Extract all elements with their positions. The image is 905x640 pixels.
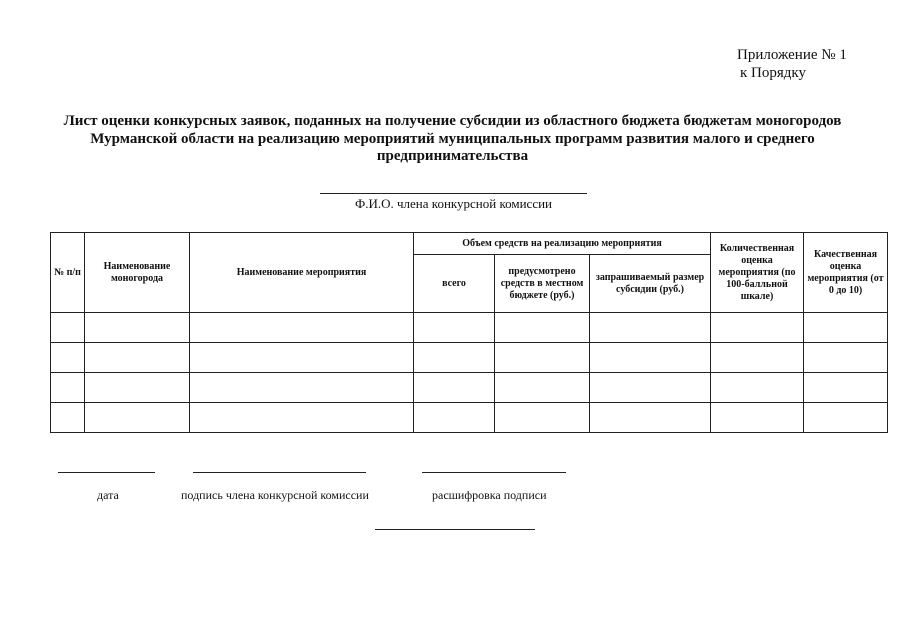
document-title: Лист оценки конкурсных заявок, поданных на получение субсидии из областного бюджета бюджетам моногородов Мурманской области на реализацию мероприятий муниципальных программ развития малого и среднего предпринимательства <box>63 113 842 164</box>
header-event: Наименование мероприятия <box>190 233 414 313</box>
date-line <box>58 472 155 473</box>
date-caption: дата <box>97 488 119 502</box>
header-local-budget: предусмотрено средств в местном бюджете (руб.) <box>495 255 590 313</box>
table-cell[interactable] <box>804 343 888 373</box>
table-cell[interactable] <box>190 313 414 343</box>
table-cell[interactable] <box>590 343 711 373</box>
table-cell[interactable] <box>414 403 495 433</box>
table-cell[interactable] <box>804 373 888 403</box>
table-cell[interactable] <box>51 373 85 403</box>
header-total: всего <box>414 255 495 313</box>
table-cell[interactable] <box>711 403 804 433</box>
table-cell[interactable] <box>414 343 495 373</box>
table-cell[interactable] <box>85 403 190 433</box>
table-cell[interactable] <box>590 313 711 343</box>
evaluation-table <box>50 232 888 433</box>
table-cell[interactable] <box>495 373 590 403</box>
signature-decoding-line <box>422 472 566 473</box>
appendix-number: Приложение № 1 <box>737 47 847 63</box>
header-town: Наименование моногорода <box>85 233 190 313</box>
commission-member-name-line <box>320 193 587 194</box>
header-qualitative: Качественная оценка мероприятия (от 0 до 10) <box>804 233 888 313</box>
table-cell[interactable] <box>711 313 804 343</box>
table-header-row <box>51 233 888 255</box>
table-row <box>51 373 888 403</box>
signature-line <box>193 472 366 473</box>
table-cell[interactable] <box>414 313 495 343</box>
table-row <box>51 343 888 373</box>
table-cell[interactable] <box>85 343 190 373</box>
header-subsidy: запрашиваемый размер субсидии (руб.) <box>590 255 711 313</box>
table-row <box>51 313 888 343</box>
table-cell[interactable] <box>711 343 804 373</box>
table-cell[interactable] <box>804 313 888 343</box>
table-cell[interactable] <box>804 403 888 433</box>
appendix-note <box>737 46 847 82</box>
signature-caption: подпись члена конкурсной комиссии <box>181 488 369 502</box>
signature-decoding-caption: расшифровка подписи <box>432 488 547 502</box>
table-cell[interactable] <box>51 403 85 433</box>
appendix-reference: к Порядку <box>740 65 806 81</box>
commission-member-name-caption: Ф.И.О. члена конкурсной комиссии <box>354 196 553 211</box>
table-cell[interactable] <box>190 373 414 403</box>
table-cell[interactable] <box>190 343 414 373</box>
table-cell[interactable] <box>711 373 804 403</box>
header-quantitative: Количественная оценка мероприятия (по 100-балльной шкале) <box>711 233 804 313</box>
table-cell[interactable] <box>51 313 85 343</box>
table-cell[interactable] <box>51 343 85 373</box>
table-cell[interactable] <box>85 373 190 403</box>
table-cell[interactable] <box>85 313 190 343</box>
table-cell[interactable] <box>190 403 414 433</box>
header-funds-group: Объем средств на реализацию мероприятия <box>414 233 711 255</box>
table-row <box>51 403 888 433</box>
table-cell[interactable] <box>414 373 495 403</box>
header-num: № п/п <box>51 233 85 313</box>
table-cell[interactable] <box>590 373 711 403</box>
table-cell[interactable] <box>495 313 590 343</box>
table-cell[interactable] <box>495 403 590 433</box>
table-cell[interactable] <box>590 403 711 433</box>
additional-signature-line <box>375 529 535 530</box>
table-cell[interactable] <box>495 343 590 373</box>
